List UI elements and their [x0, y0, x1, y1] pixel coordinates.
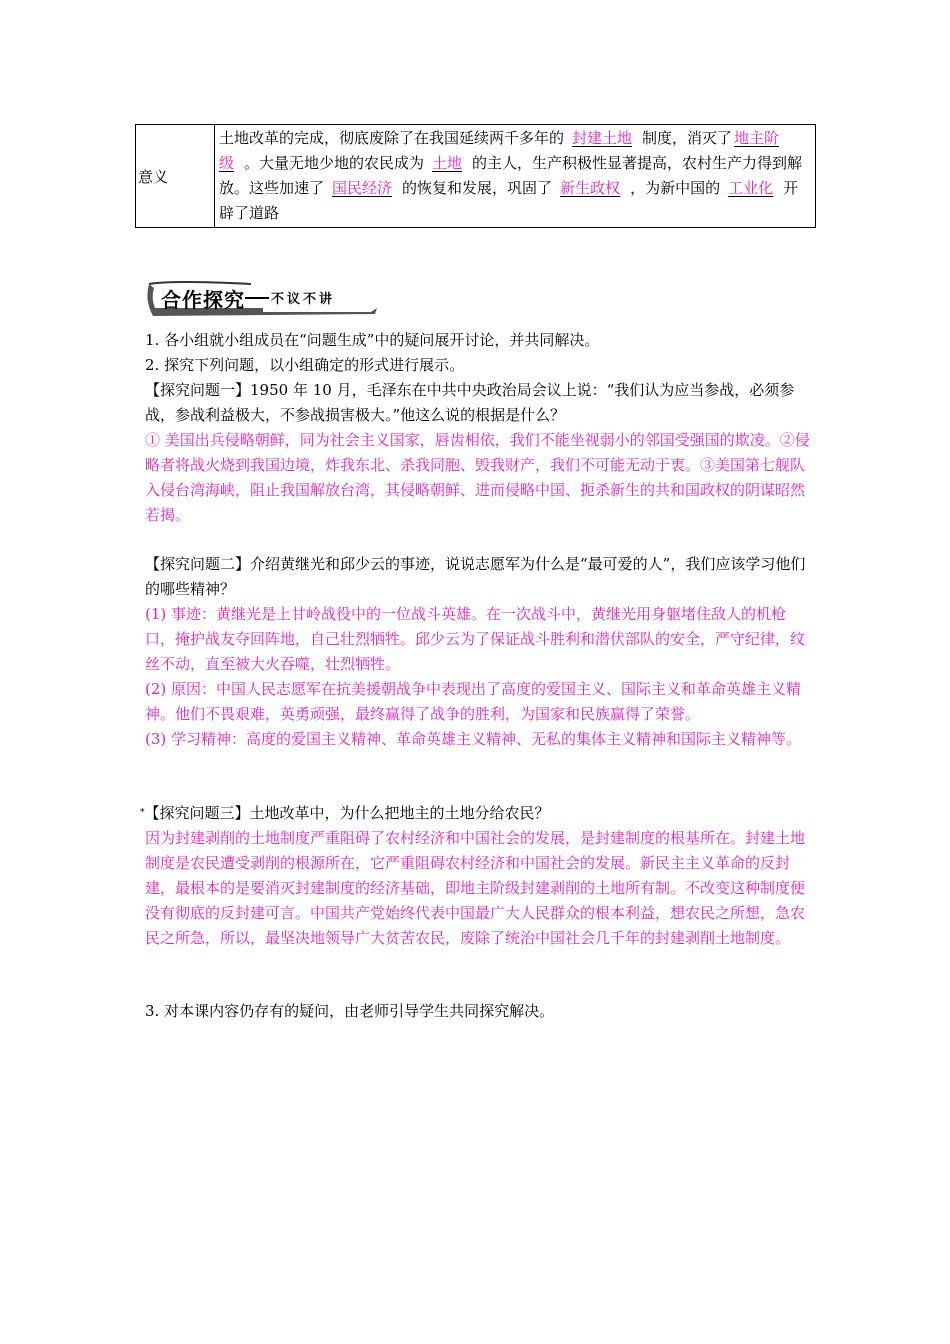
question-1: 【探究问题一】1950 年 10 月，毛泽东在中共中央政治局会议上说：“我们认为应当参战，必须参战，参战利益极大，不参战损害极大。”他这么说的根据是什么？	[145, 381, 795, 424]
fill-blank-answer: 土地	[432, 154, 463, 172]
table-text: 。大量无地少地的农民成为	[244, 154, 425, 172]
instruction-item: 2. 探究下列问题，以小组确定的形式进行展示。	[145, 356, 465, 374]
table-row-content	[215, 125, 816, 228]
table-text: 的主人，生产积极性显著提高，农村生产力得到解放。这些加速了	[219, 154, 803, 197]
final-instruction	[145, 999, 815, 1024]
question-3-text: 【探究问题三】土地改革中，为什么把地主的土地分给农民？	[144, 804, 550, 822]
answer-3: 因为封建剥削的土地制度严重阻碍了农村经济和中国社会的发展，是封建制度的根基所在。封建土地制度是农民遭受剥削的根源所在，它严重阻碍农村经济和中国社会的发展。新民主主义革命的反封建，最根本的是要消灭封建制度的经济基础，即地主阶级封建剥削的土地所有制。不改变这种制度便没有彻底的反封建可言。中国共产党始终代表中国最广大人民群众的根本利益，想农民之所想，急农民之所急，所以，最坚决地领导广大贫苦农民，废除了统治中国社会几千年的封建剥削土地制度。	[145, 829, 806, 947]
fill-blank-answer: 新生政权	[560, 179, 621, 197]
instruction-item: 1. 各小组就小组成员在“问题生成”中的疑问展开讨论，并共同解决。	[145, 331, 600, 349]
table-text: 的恢复和发展，巩固了	[402, 179, 553, 197]
question-2: 【探究问题二】介绍黄继光和邱少云的事迹，说说志愿军为什么是“最可爱的人”，我们应该学习他们的哪些精神？	[145, 555, 806, 598]
table-text: ，为新中国的	[630, 179, 721, 197]
instruction-item: 3. 对本课内容仍存有的疑问，由老师引导学生共同探究解决。	[145, 1002, 555, 1020]
optional-marker: *	[140, 808, 145, 818]
fill-blank-answer: 国民经济	[332, 179, 393, 197]
fill-blank-answer: 地主阶级	[219, 129, 780, 172]
fill-blank-answer: 封建土地	[572, 129, 633, 147]
table-text: 土地改革的完成，彻底废除了在我国延续两千多年的	[219, 129, 565, 147]
answer-1: ① 美国出兵侵略朝鲜，同为社会主义国家，唇齿相依，我们不能坐视弱小的邻国受强国的欺凌。②侵略者将战火烧到我国边境，炸我东北、杀我同胞、毁我财产，我们不可能无动于衷。③美国第七舰队入侵台湾海峡，阻止我国解放台湾，其侵略朝鲜、进而侵略中国、扼杀新生的共和国政权的阴谋昭然若揭。	[145, 431, 810, 524]
fill-blank-answer: 工业化	[728, 179, 774, 197]
meaning-table	[135, 124, 816, 228]
answer-2-item: (1) 事迹：黄继光是上甘岭战役中的一位战斗英雄。在一次战斗中，黄继光用身躯堵住敌人的机枪口，掩护战友夺回阵地，自己壮烈牺牲。邱少云为了保证战斗胜利和潜伏部队的安全，严守纪律，纹丝不动，直至被大火吞噬，壮烈牺牲。	[145, 605, 806, 673]
section-subtitle: 不议不讲	[271, 292, 336, 307]
answer-2-item: (3) 学习精神：高度的爱国主义精神、革命英雄主义精神、无私的集体主义精神和国际主义精神等。	[145, 730, 802, 748]
table-text: 制度，消灭了	[642, 129, 733, 147]
question-3-block	[140, 801, 815, 951]
instructions	[145, 328, 815, 528]
section-title: 合作探究	[161, 288, 245, 312]
answer-2-item: (2) 原因：中国人民志愿军在抗美援朝战争中表现出了高度的爱国主义、国际主义和革命英雄主义精神。他们不畏艰难，英勇顽强，最终赢得了战争的胜利，为国家和民族赢得了荣誉。	[145, 680, 802, 723]
section-header	[143, 278, 383, 318]
table-row-label: 意义	[136, 125, 215, 228]
table-row	[136, 125, 816, 228]
question-2-block	[145, 552, 815, 752]
table-text: 开辟了道路	[219, 179, 799, 222]
question-3	[140, 801, 815, 826]
